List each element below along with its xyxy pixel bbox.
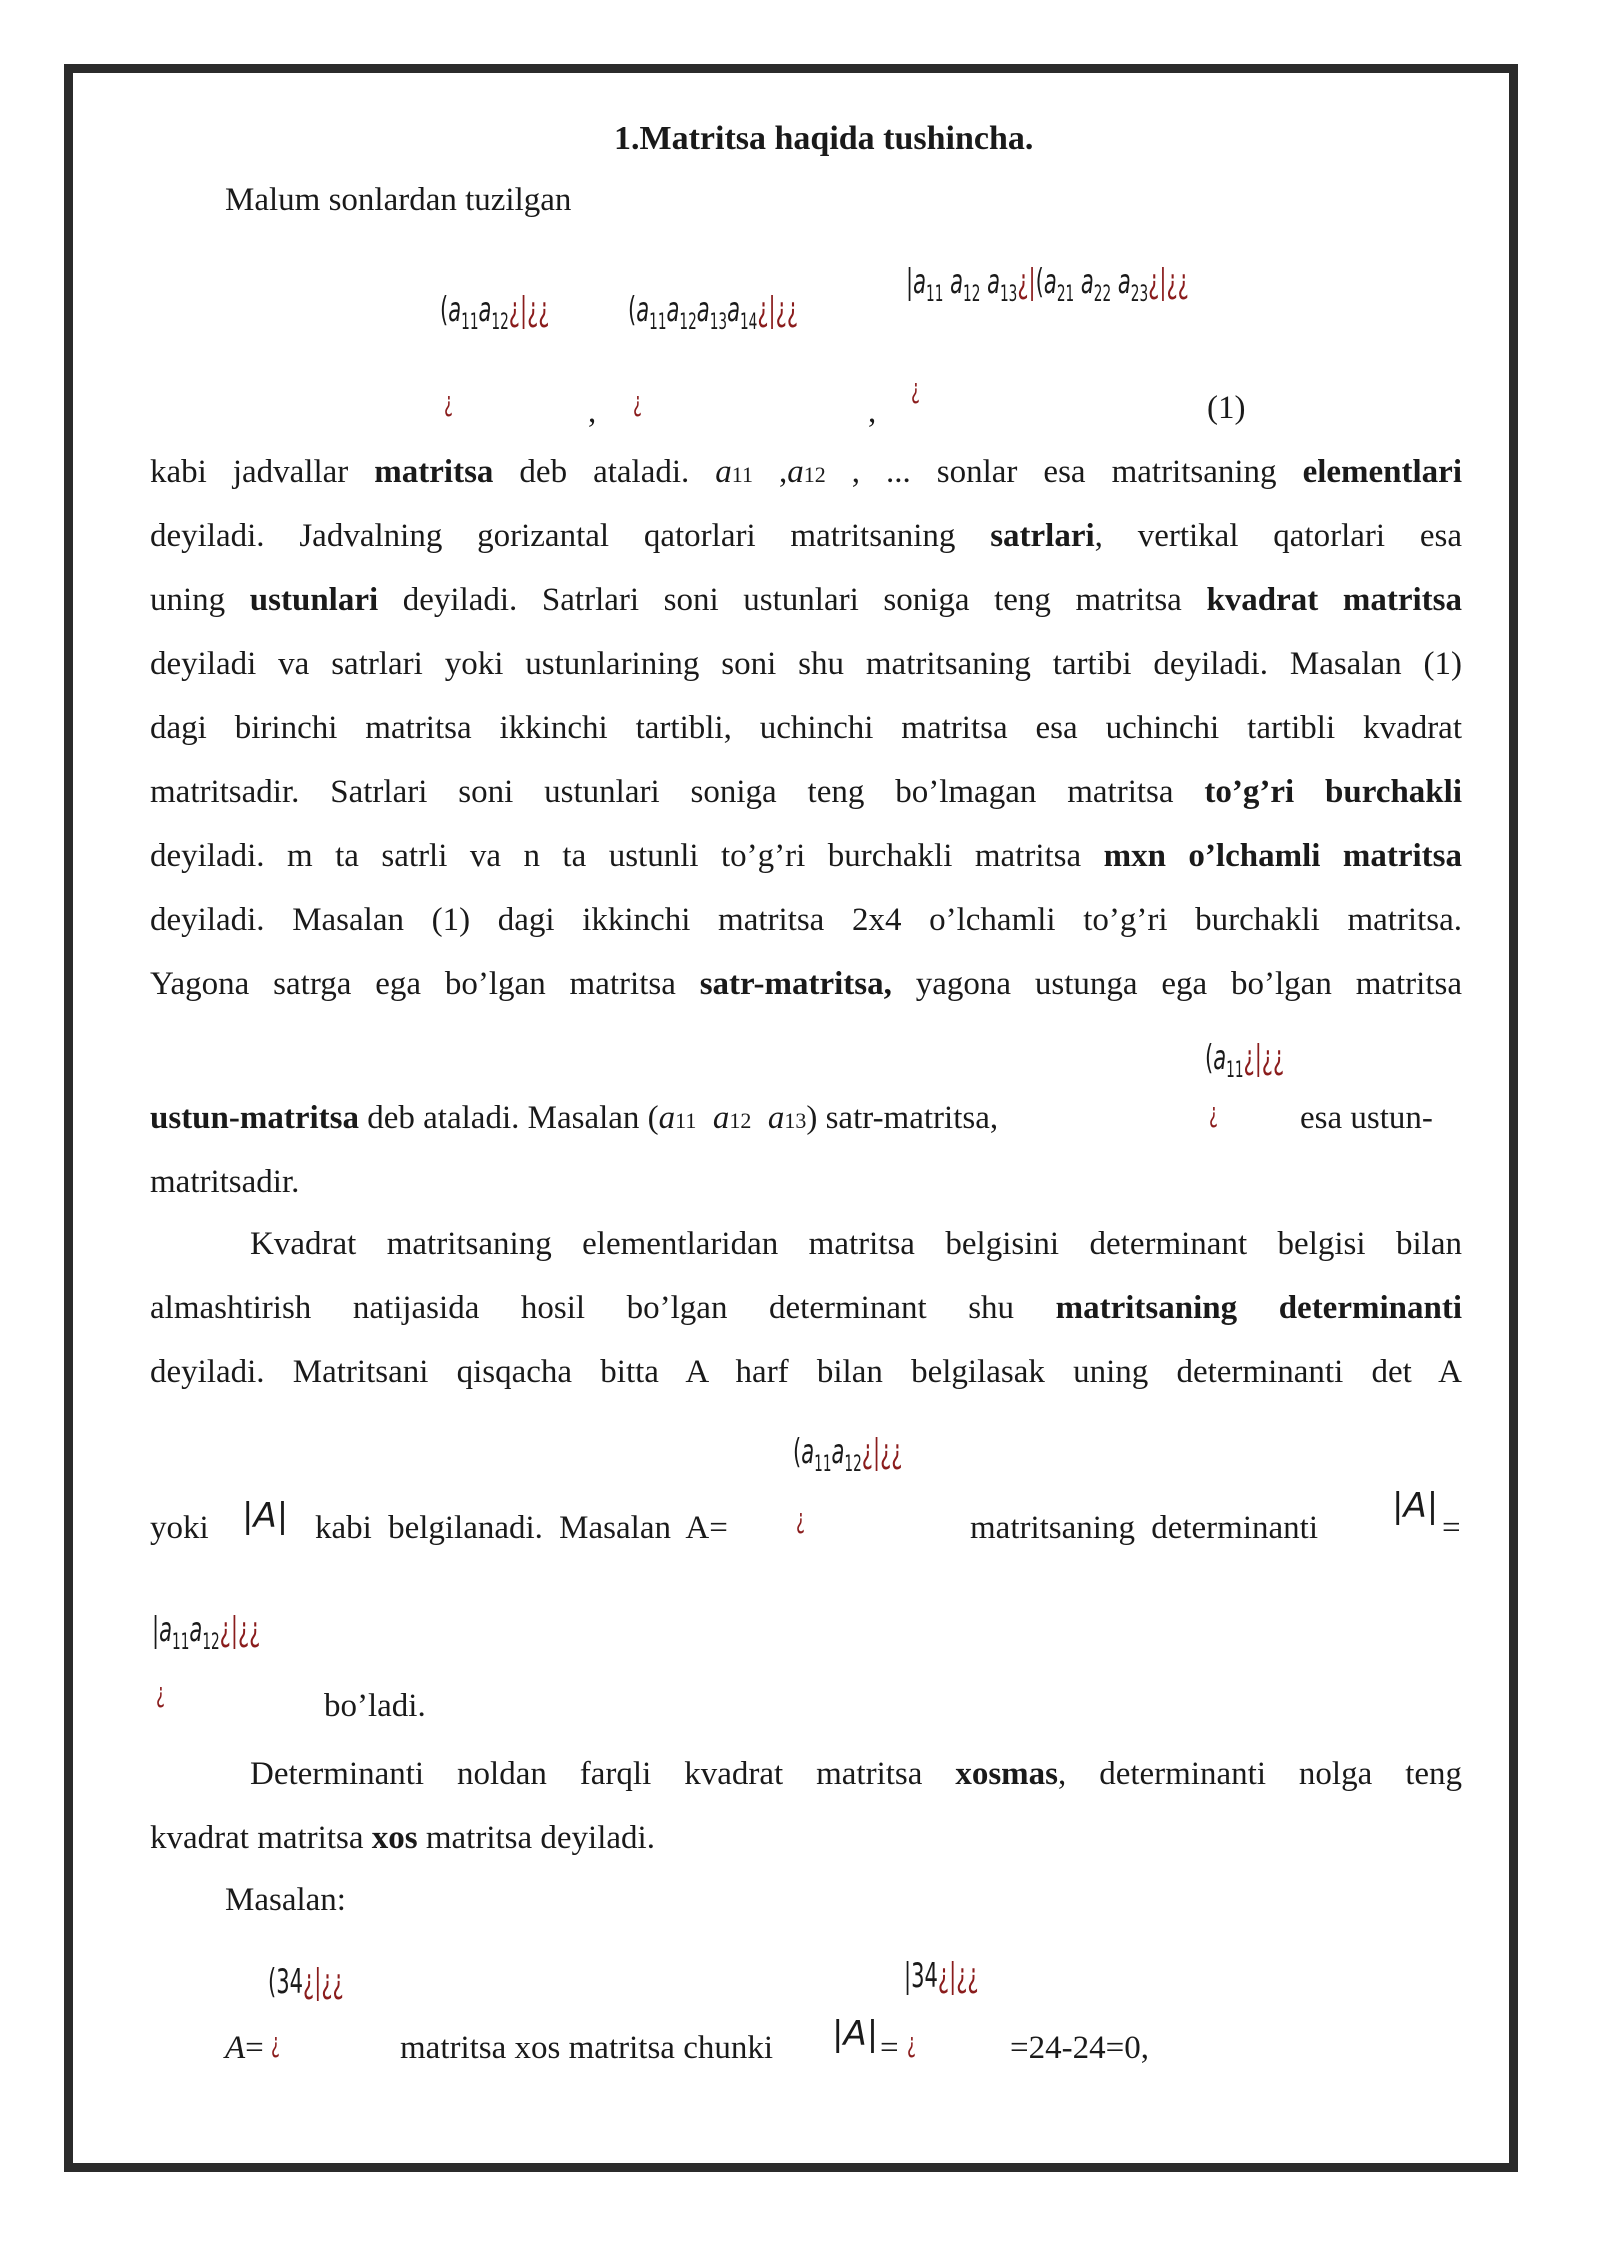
matrix-2x2-under: ¿ <box>443 385 453 418</box>
det-symbol: |A| <box>242 1496 289 1536</box>
para1-line7: deyiladi. m ta satrli va n ta ustunli to’g’ri burchakli matritsa mxn o’lchamli matritsa <box>150 838 1462 874</box>
example-A: A= <box>225 2030 264 2066</box>
section-title: 1.Matritsa haqida tushincha. <box>614 120 1034 157</box>
column-matrix: ($a_{11}¿|¿¿$ <box>1205 1038 1285 1083</box>
matrix-A-under: ¿ <box>795 1502 805 1535</box>
para1-line4: deyiladi va satrlari yoki ustunlarining soni shu matritsaning tartibi deyiladi. Masalan (1) <box>150 646 1462 682</box>
column-matrix-under: ¿ <box>1208 1096 1218 1129</box>
det-symbol-2: |A| <box>1392 1486 1439 1526</box>
equals: = <box>1442 1510 1461 1546</box>
example-determinant: |34¿|¿¿ <box>904 1956 979 1996</box>
example-text: matritsa xos matritsa chunki <box>400 2030 774 2066</box>
para2-line3: deyiladi. Matritsani qisqacha bitta A harf bilan belgilasak uning determinanti det A <box>150 1354 1462 1390</box>
para2-line4-mid: kabi belgilanadi. Masalan A= <box>315 1510 728 1546</box>
para2-line5: bo’ladi. <box>324 1688 426 1724</box>
para2-line1: Kvadrat matritsaning elementlaridan matritsa belgisini determinant belgisi bilan <box>250 1226 1462 1262</box>
example-matrix: (34¿|¿¿ <box>268 1962 344 2002</box>
example-det-under: ¿ <box>906 2026 916 2059</box>
para3-line2: kvadrat matritsa xos matritsa deyiladi. <box>150 1820 655 1856</box>
determinant-A-under: ¿ <box>155 1676 165 1709</box>
intro-text: Malum sonlardan tuzilgan <box>225 182 572 218</box>
matrix-2x2: ($a_{11}a_{12}¿|¿¿$ <box>440 290 550 335</box>
example-under: ¿ <box>270 2026 280 2059</box>
determinant-A: $|a_{11}a_{12}¿|¿¿$ <box>152 1610 261 1655</box>
equation-number: (1) <box>1207 390 1246 426</box>
para1-line5: dagi birinchi matritsa ikkinchi tartibli, uchinchi matritsa esa uchinchi tartibli kvadrat <box>150 710 1462 746</box>
para2-line4-end: matritsaning determinanti <box>970 1510 1318 1546</box>
para2-line4-yoki: yoki <box>150 1510 209 1546</box>
para1-line9: Yagona satrga ega bo’lgan matritsa satr-matritsa, yagona ustunga ega bo’lgan matritsa <box>150 966 1462 1002</box>
para1-line10-end: esa ustun- <box>1300 1100 1433 1136</box>
example-result: =24-24=0, <box>1010 2030 1149 2066</box>
para1-line3: uning ustunlari deyiladi. Satrlari soni ustunlari soniga teng matritsa kvadrat matritsa <box>150 582 1463 618</box>
para1-line11: matritsadir. <box>150 1164 300 1200</box>
example-det: |A| <box>832 2014 879 2054</box>
matrix-3x3: $|a_{11}$ $a_{12}$ $a_{13}¿|(a_{21}$ $a_{22}$ $a_{23}¿|¿¿$ <box>906 262 1189 307</box>
para1-line2: deyiladi. Jadvalning gorizantal qatorlari matritsaning satrlari, vertikal qatorlari esa <box>150 518 1462 554</box>
para2-line2: almashtirish natijasida hosil bo’lgan determinant shu matritsaning determinanti <box>150 1290 1462 1326</box>
example-eq: = <box>880 2030 899 2066</box>
para1-line10: ustun-matritsa deb ataladi. Masalan (a11 a12 a13) satr-matritsa, <box>150 1100 999 1136</box>
matrix-2x4-under: ¿ <box>632 385 642 418</box>
comma: , <box>588 394 597 430</box>
comma: , <box>868 394 877 430</box>
example-label: Masalan: <box>225 1882 346 1918</box>
matrix-2x4: ($a_{11}a_{12}a_{13}a_{14}¿|¿¿$ <box>628 290 799 335</box>
matrix-A: ($a_{11}a_{12}¿|¿¿$ <box>793 1432 903 1477</box>
para3-line1: Determinanti noldan farqli kvadrat matritsa xosmas, determinanti nolga teng <box>250 1756 1463 1792</box>
para1-line6: matritsadir. Satrlari soni ustunlari soniga teng bo’lmagan matritsa to’g’ri burchakli <box>150 774 1462 810</box>
para1-line1: kabi jadvallar matritsa deb ataladi. a11 ,a12 , ... sonlar esa matritsaning elementlari <box>150 454 1462 490</box>
matrix-3x3-under: ¿ <box>910 372 920 405</box>
para1-line8: deyiladi. Masalan (1) dagi ikkinchi matritsa 2x4 o’lchamli to’g’ri burchakli matritsa. <box>150 902 1462 938</box>
